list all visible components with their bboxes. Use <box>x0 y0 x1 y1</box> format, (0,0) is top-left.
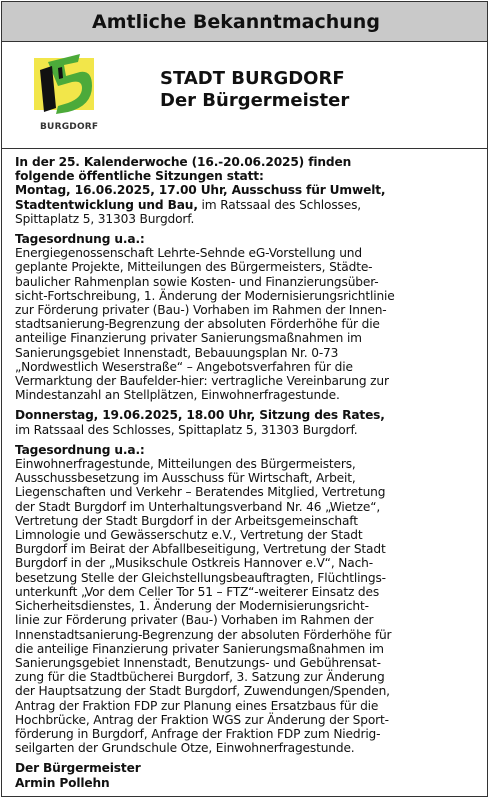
agenda2-line: zung für die Stadtbücherei Burgdorf, 3. Satzung zur Änderung <box>15 670 385 685</box>
header-title: Amtliche Bekanntmachung <box>92 10 380 33</box>
agenda2-line: förderung in Burgdorf, Anfrage der Fraktion FDP zum Niedrig- <box>15 726 381 741</box>
agenda2-line: der Stadt Burgdorf im Unterhaltungsverband Nr. 46 „Wietze“, <box>15 499 381 514</box>
agenda2-line: Innenstadtsanierung-Begrenzung der absoluten Förderhöhe für <box>15 627 392 642</box>
meeting1-line: Montag, 16.06.2025, 17.00 Uhr, Ausschuss für Umwelt, <box>15 183 386 198</box>
agenda2-line: die anteilige Finanzierung privater Sanierungsmaßnahmen im <box>15 641 384 656</box>
logo-wordmark: BURGDORF <box>40 122 99 132</box>
agenda1-line: baulicher Rahmenplan sowie Kosten- und Finanzierungsüber- <box>15 274 379 289</box>
agenda1-heading: Tagesordnung u.a.: <box>15 232 145 247</box>
agenda2-line: Sanierungsgebiet Innenstadt, Benutzungs- und Gebührensat- <box>15 655 381 670</box>
intro-line: In der 25. Kalenderwoche (16.-20.06.2025) finden <box>15 155 352 169</box>
signature-title: Der Bürgermeister <box>15 761 141 776</box>
agenda1-line: anteilige Finanzierung privater Sanierungsmaßnahmen im <box>15 331 362 346</box>
agenda2-heading: Tagesordnung u.a.: <box>15 442 145 457</box>
brand-area <box>2 42 487 149</box>
signature-name: Armin Pollehn <box>15 775 110 790</box>
agenda1-line: Sanierungsgebiet Innenstadt, Bebauungsplan Nr. 0-73 <box>15 345 339 360</box>
announcement-header <box>2 2 487 42</box>
agenda2-line: Burgdorf in der „Musikschule Ostkreis Hannover e.V“, Nach- <box>15 556 373 571</box>
announcement-frame <box>1 1 488 797</box>
agenda1-line: „Nordwestlich Weserstraße“ – Angebotsverfahren für die <box>15 359 353 374</box>
agenda1-line: sicht-Fortschreibung, 1. Änderung der Modernisierungsrichtlinie <box>15 288 395 303</box>
agenda2-line: seilgarten der Grundschule Otze, Einwohnerfragestunde. <box>15 741 355 756</box>
organisation-name <box>160 68 349 112</box>
meeting1-location: im Ratssaal des Schlosses, <box>197 197 361 212</box>
announcement-body <box>2 149 487 790</box>
agenda2-line: Einwohnerfragestunde, Mitteilungen des Bürgermeisters, <box>15 457 356 472</box>
agenda2-line: Ausschussbesetzung im Ausschuss für Wirtschaft, Arbeit, <box>15 471 356 486</box>
meeting1-line: Spittaplatz 5, 31303 Burgdorf. <box>15 211 195 226</box>
agenda1-line: zur Förderung privater (Bau-) Vorhaben im Rahmen der Innen- <box>15 303 387 318</box>
agenda2-line: Sicherheitsdienstes, 1. Änderung der Modernisierungsricht- <box>15 599 369 614</box>
agenda2-line: Antrag der Fraktion FDP zur Planung eines Ersatzbaus für die <box>15 698 379 713</box>
agenda1-line: stadtsanierung-Begrenzung der absoluten Förderhöhe für die <box>15 317 380 332</box>
meeting1-line <box>15 198 481 212</box>
org-city: STADT BURGDORF <box>160 68 345 89</box>
org-office: Der Bürgermeister <box>160 90 350 111</box>
agenda1-line: Mindestanzahl an Stellplätzen, Einwohnerfragestunde. <box>15 388 340 403</box>
meeting2-line: Donnerstag, 19.06.2025, 18.00 Uhr, Sitzung des Rates, <box>15 408 385 423</box>
agenda2-line: Hochbrücke, Antrag der Fraktion WGS zur Änderung der Sport- <box>15 712 389 727</box>
agenda2-line: Liegenschaften und Verkehr – Beratendes Mitglied, Vertretung <box>15 485 386 500</box>
agenda2-line: Vertretung der Stadt Burgdorf in der Arbeitsgemeinschaft <box>15 513 358 528</box>
meeting2-line: im Ratssaal des Schlosses, Spittaplatz 5, 31303 Burgdorf. <box>15 422 358 437</box>
agenda2-line: unterkunft „Vor dem Celler Tor 51 – FTZ“-weiterer Einsatz des <box>15 584 380 599</box>
meeting1-committee: Stadtentwicklung und Bau, <box>15 197 198 212</box>
agenda2-line: Burgdorf im Beirat der Abfallbeseitigung, Vertretung der Stadt <box>15 542 386 557</box>
agenda1-line: Vermarktung der Baufelder-hier: vertragliche Vereinbarung zur <box>15 374 389 389</box>
agenda2-line: der Hauptsatzung der Stadt Burgdorf, Zuwendungen/Spenden, <box>15 684 390 699</box>
agenda1-line: Energiegenossenschaft Lehrte-Sehnde eG-Vorstellung und <box>15 246 362 261</box>
agenda2-line: besetzung Stelle der Gleichstellungsbeauftragten, Flüchtlings- <box>15 570 386 585</box>
agenda2-line: Limnologie und Gewässerschutz e.V., Vertretung der Stadt <box>15 528 363 543</box>
agenda1-line: geplante Projekte, Mitteilungen des Bürgermeisters, Städte- <box>15 260 373 275</box>
intro-line: folgende öffentliche Sitzungen statt: <box>15 169 264 184</box>
agenda2-line: linie zur Förderung privater (Bau-) Vorhaben im Rahmen der <box>15 613 374 628</box>
